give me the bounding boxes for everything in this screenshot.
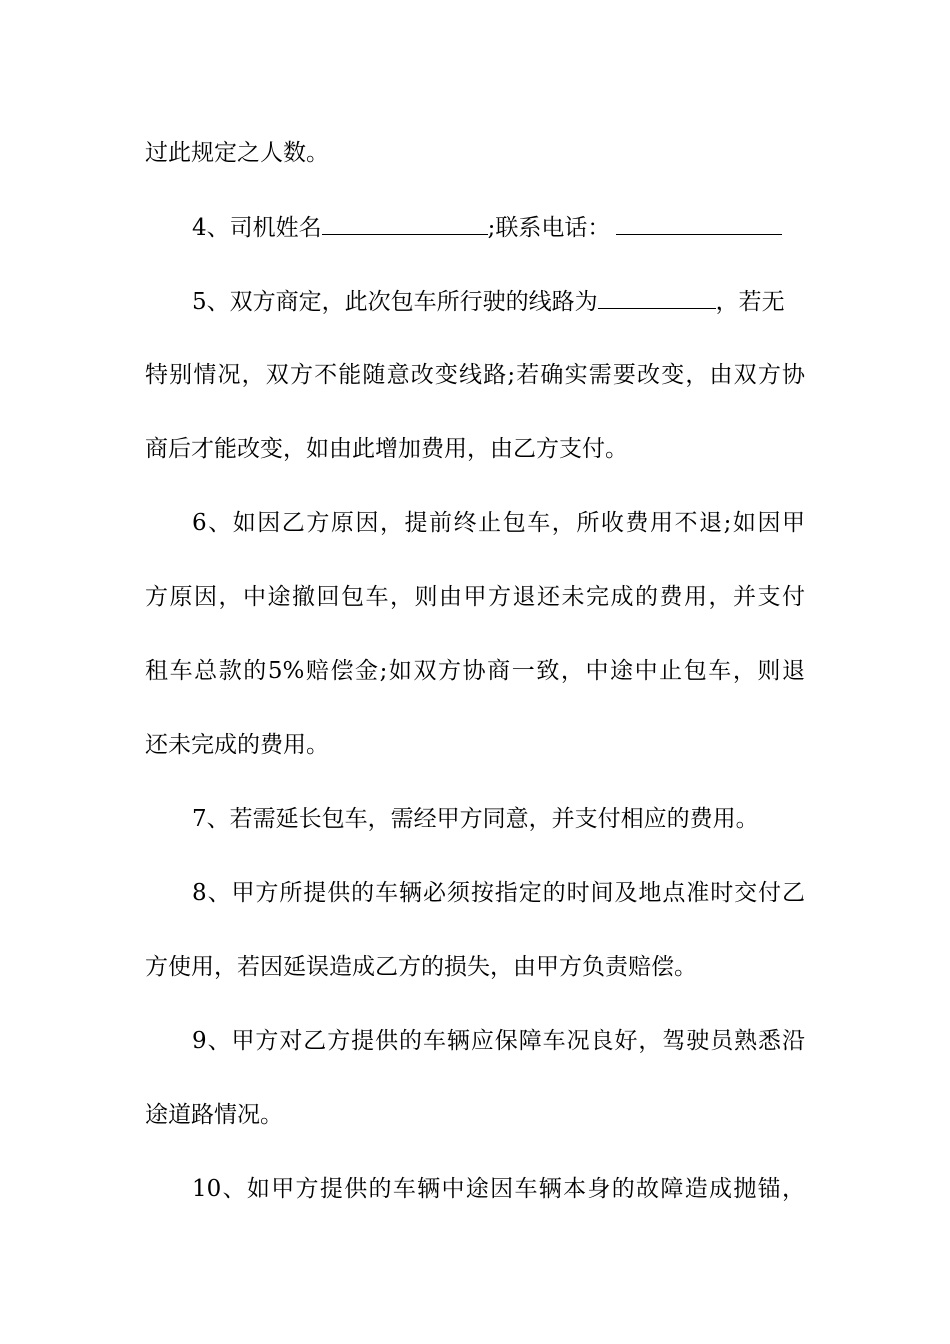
text-line: 途道路情况。 (145, 1102, 283, 1128)
text-line: 6、如因乙方原因，提前终止包车，所收费用不退;如因甲 (192, 510, 805, 536)
route-suffix: ，若无 (715, 289, 785, 315)
phone-blank (616, 212, 782, 235)
text-line: 租车总款的5%赔偿金;如双方协商一致，中途中止包车，则退 (145, 658, 805, 684)
text-line: 8、甲方所提供的车辆必须按指定的时间及地点准时交付乙 (192, 880, 805, 906)
text-line: 商后才能改变，如由此增加费用，由乙方支付。 (145, 436, 628, 462)
text-line: 特别情况，双方不能随意改变线路;若确实需要改变，由双方协 (145, 362, 805, 388)
phone-label: ;联系电话： (487, 215, 611, 241)
driver-name-label: 4、司机姓名 (192, 215, 322, 241)
text-line: 10、如甲方提供的车辆中途因车辆本身的故障造成抛锚， (192, 1176, 805, 1202)
driver-info-line (192, 212, 782, 243)
text-line: 9、甲方对乙方提供的车辆应保障车况良好，驾驶员熟悉沿 (192, 1028, 805, 1054)
route-prefix: 5、双方商定，此次包车所行驶的线路为 (192, 289, 598, 315)
route-line (192, 286, 785, 317)
text-line: 7、若需延长包车，需经甲方同意，并支付相应的费用。 (192, 806, 759, 832)
text-line: 过此规定之人数。 (145, 140, 329, 166)
route-blank (598, 286, 716, 309)
text-line: 还未完成的费用。 (145, 732, 329, 758)
text-line: 方原因，中途撤回包车，则由甲方退还未完成的费用，并支付 (145, 584, 805, 610)
driver-name-blank (322, 212, 488, 235)
text-line: 方使用，若因延误造成乙方的损失，由甲方负责赔偿。 (145, 954, 697, 980)
